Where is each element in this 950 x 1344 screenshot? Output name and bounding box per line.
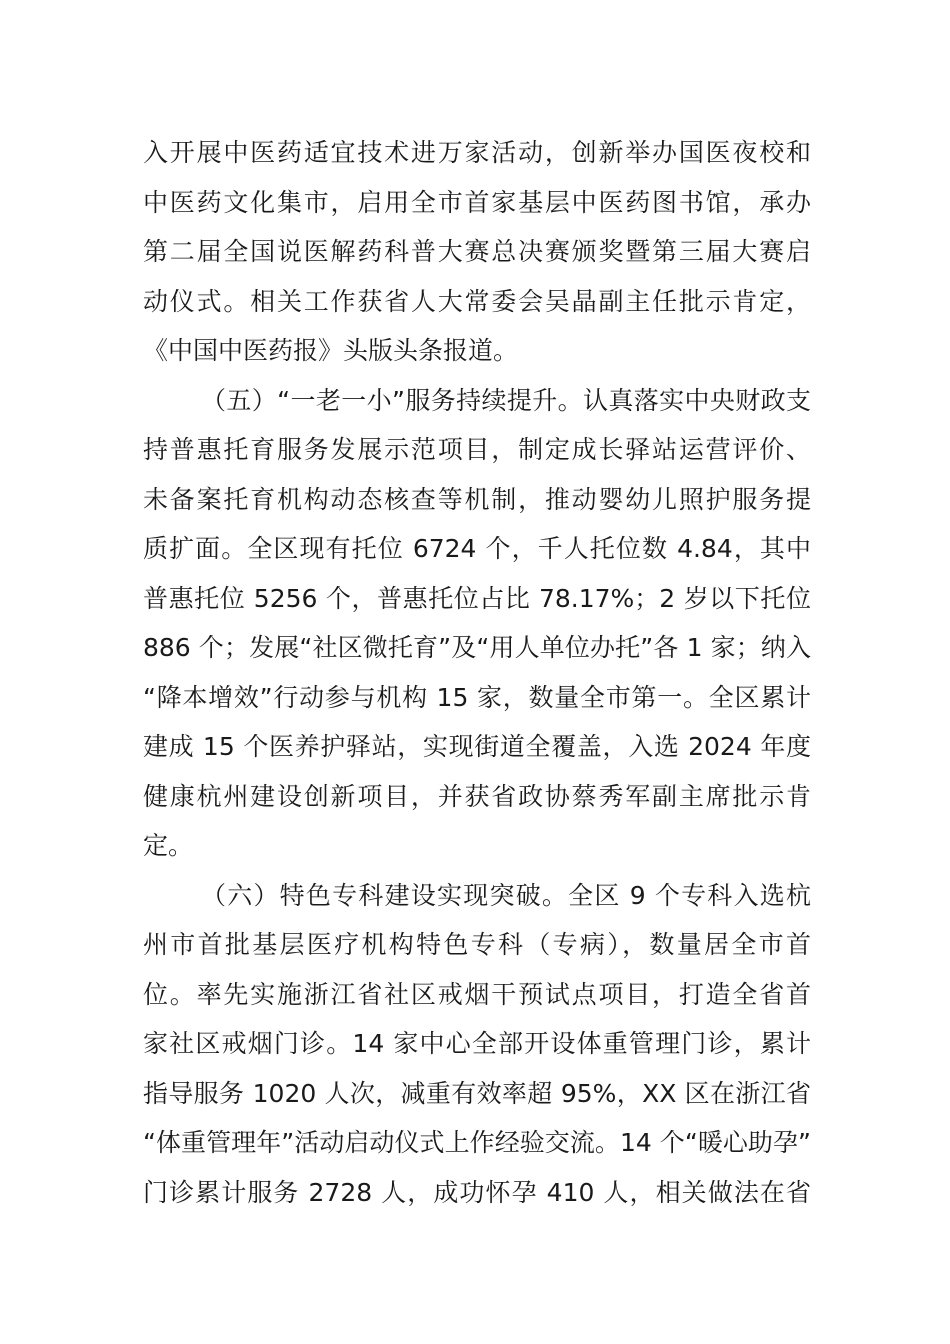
paragraph-continuation bbox=[143, 128, 811, 376]
text-line: 定。 bbox=[143, 831, 194, 860]
text-line: 质扩面。全区现有托位 6724 个，千人托位数 4.84，其中 bbox=[143, 534, 811, 563]
text-line: 886 个；发展“社区微托育”及“用人单位办托”各 1 家；纳入 bbox=[143, 633, 811, 662]
text-line: “降本增效”行动参与机构 15 家，数量全市第一。全区累计 bbox=[143, 682, 811, 712]
text-line: 持普惠托育服务发展示范项目，制定成长驿站运营评价、 bbox=[143, 435, 811, 464]
text-line: 位。率先实施浙江省社区戒烟干预试点项目，打造全省首 bbox=[143, 979, 811, 1009]
text-line: 门诊累计服务 2728 人，成功怀孕 410 人，相关做法在省 bbox=[143, 1177, 811, 1207]
text-line: 健康杭州建设创新项目，并获省政协蔡秀军副主席批示肯 bbox=[143, 781, 811, 811]
text-line: 入开展中医药适宜技术进万家活动，创新举办国医夜校和 bbox=[143, 138, 811, 167]
text-line: “体重管理年”活动启动仪式上作经验交流。14 个“暖心助孕” bbox=[143, 1128, 811, 1157]
text-line: 未备案托育机构动态核查等机制，推动婴幼儿照护服务提 bbox=[143, 484, 811, 514]
text-line: 动仪式。相关工作获省人大常委会吴晶副主任批示肯定， bbox=[143, 286, 811, 316]
text-line: 家社区戒烟门诊。14 家中心全部开设体重管理门诊，累计 bbox=[143, 1029, 811, 1058]
text-line: 第二届全国说医解药科普大赛总决赛颁奖暨第三届大赛启 bbox=[143, 237, 811, 266]
text-line: 指导服务 1020 人次，减重有效率超 95%，XX 区在浙江省 bbox=[143, 1078, 811, 1108]
paragraph-section-5 bbox=[143, 376, 811, 871]
text-line: 建成 15 个医养护驿站，实现街道全覆盖，入选 2024 年度 bbox=[143, 732, 811, 761]
text-line: 《中国中医药报》头版头条报道。 bbox=[143, 336, 519, 365]
text-line: 州市首批基层医疗机构特色专科（专病），数量居全市首 bbox=[143, 930, 811, 959]
text-line: （五）“一老一小”服务持续提升。认真落实中央财政支 bbox=[201, 385, 811, 415]
text-line: 普惠托位 5256 个，普惠托位占比 78.17%；2 岁以下托位 bbox=[143, 583, 811, 613]
text-line: 中医药文化集市，启用全市首家基层中医药图书馆，承办 bbox=[143, 187, 811, 217]
paragraph-section-6 bbox=[143, 871, 811, 1218]
document-body bbox=[143, 128, 811, 1217]
text-line: （六）特色专科建设实现突破。全区 9 个专科入选杭 bbox=[201, 880, 811, 910]
